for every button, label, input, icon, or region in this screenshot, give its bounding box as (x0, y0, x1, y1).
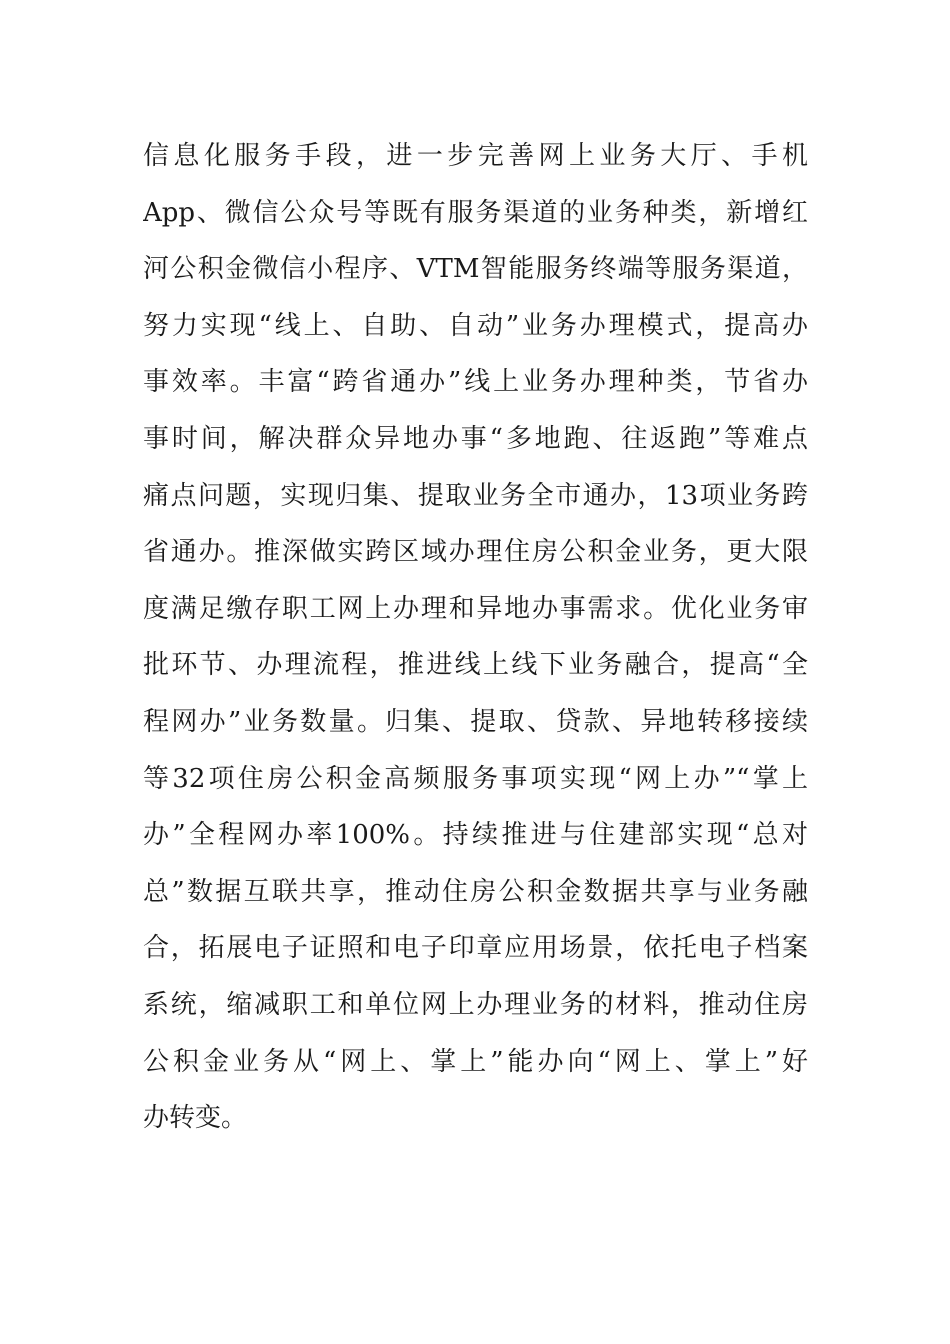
body-paragraph (143, 128, 808, 1147)
text-line: 省通办。推深做实跨区域办理住房公积金业务，更大限 (143, 537, 808, 568)
text-line: 合，拓展电子证照和电子印章应用场景，依托电子档案 (143, 933, 808, 964)
text-line: 痛点问题，实现归集、提取业务全市通办，13项业务跨 (143, 480, 808, 511)
text-line: 办”全程网办率100%。持续推进与住建部实现“总对 (143, 820, 808, 851)
text-line: 事效率。丰富“跨省通办”线上业务办理种类，节省办 (143, 367, 808, 398)
text-line: 度满足缴存职工网上办理和异地办事需求。优化业务审 (143, 593, 808, 624)
text-line: 批环节、办理流程，推进线上线下业务融合，提高“全 (143, 650, 808, 681)
text-line: 等32项住房公积金高频服务事项实现“网上办”“掌上 (143, 763, 808, 794)
text-line: 信息化服务手段，进一步完善网上业务大厅、手机 (143, 141, 808, 171)
text-line: 系统，缩减职工和单位网上办理业务的材料，推动住房 (143, 989, 808, 1020)
text-line: 程网办”业务数量。归集、提取、贷款、异地转移接续 (143, 706, 808, 737)
text-line: App、微信公众号等既有服务渠道的业务种类，新增红 (143, 197, 808, 228)
text-line: 河公积金微信小程序、VTM智能服务终端等服务渠道， (143, 254, 808, 285)
text-line: 公积金业务从“网上、掌上”能办向“网上、掌上”好 (143, 1046, 808, 1077)
text-line: 事时间，解决群众异地办事“多地跑、往返跑”等难点 (143, 423, 808, 454)
text-line: 总”数据互联共享，推动住房公积金数据共享与业务融 (143, 876, 808, 907)
text-line-last: 办转变。 (143, 1103, 248, 1134)
text-line: 努力实现“线上、自助、自动”业务办理模式，提高办 (143, 310, 808, 341)
